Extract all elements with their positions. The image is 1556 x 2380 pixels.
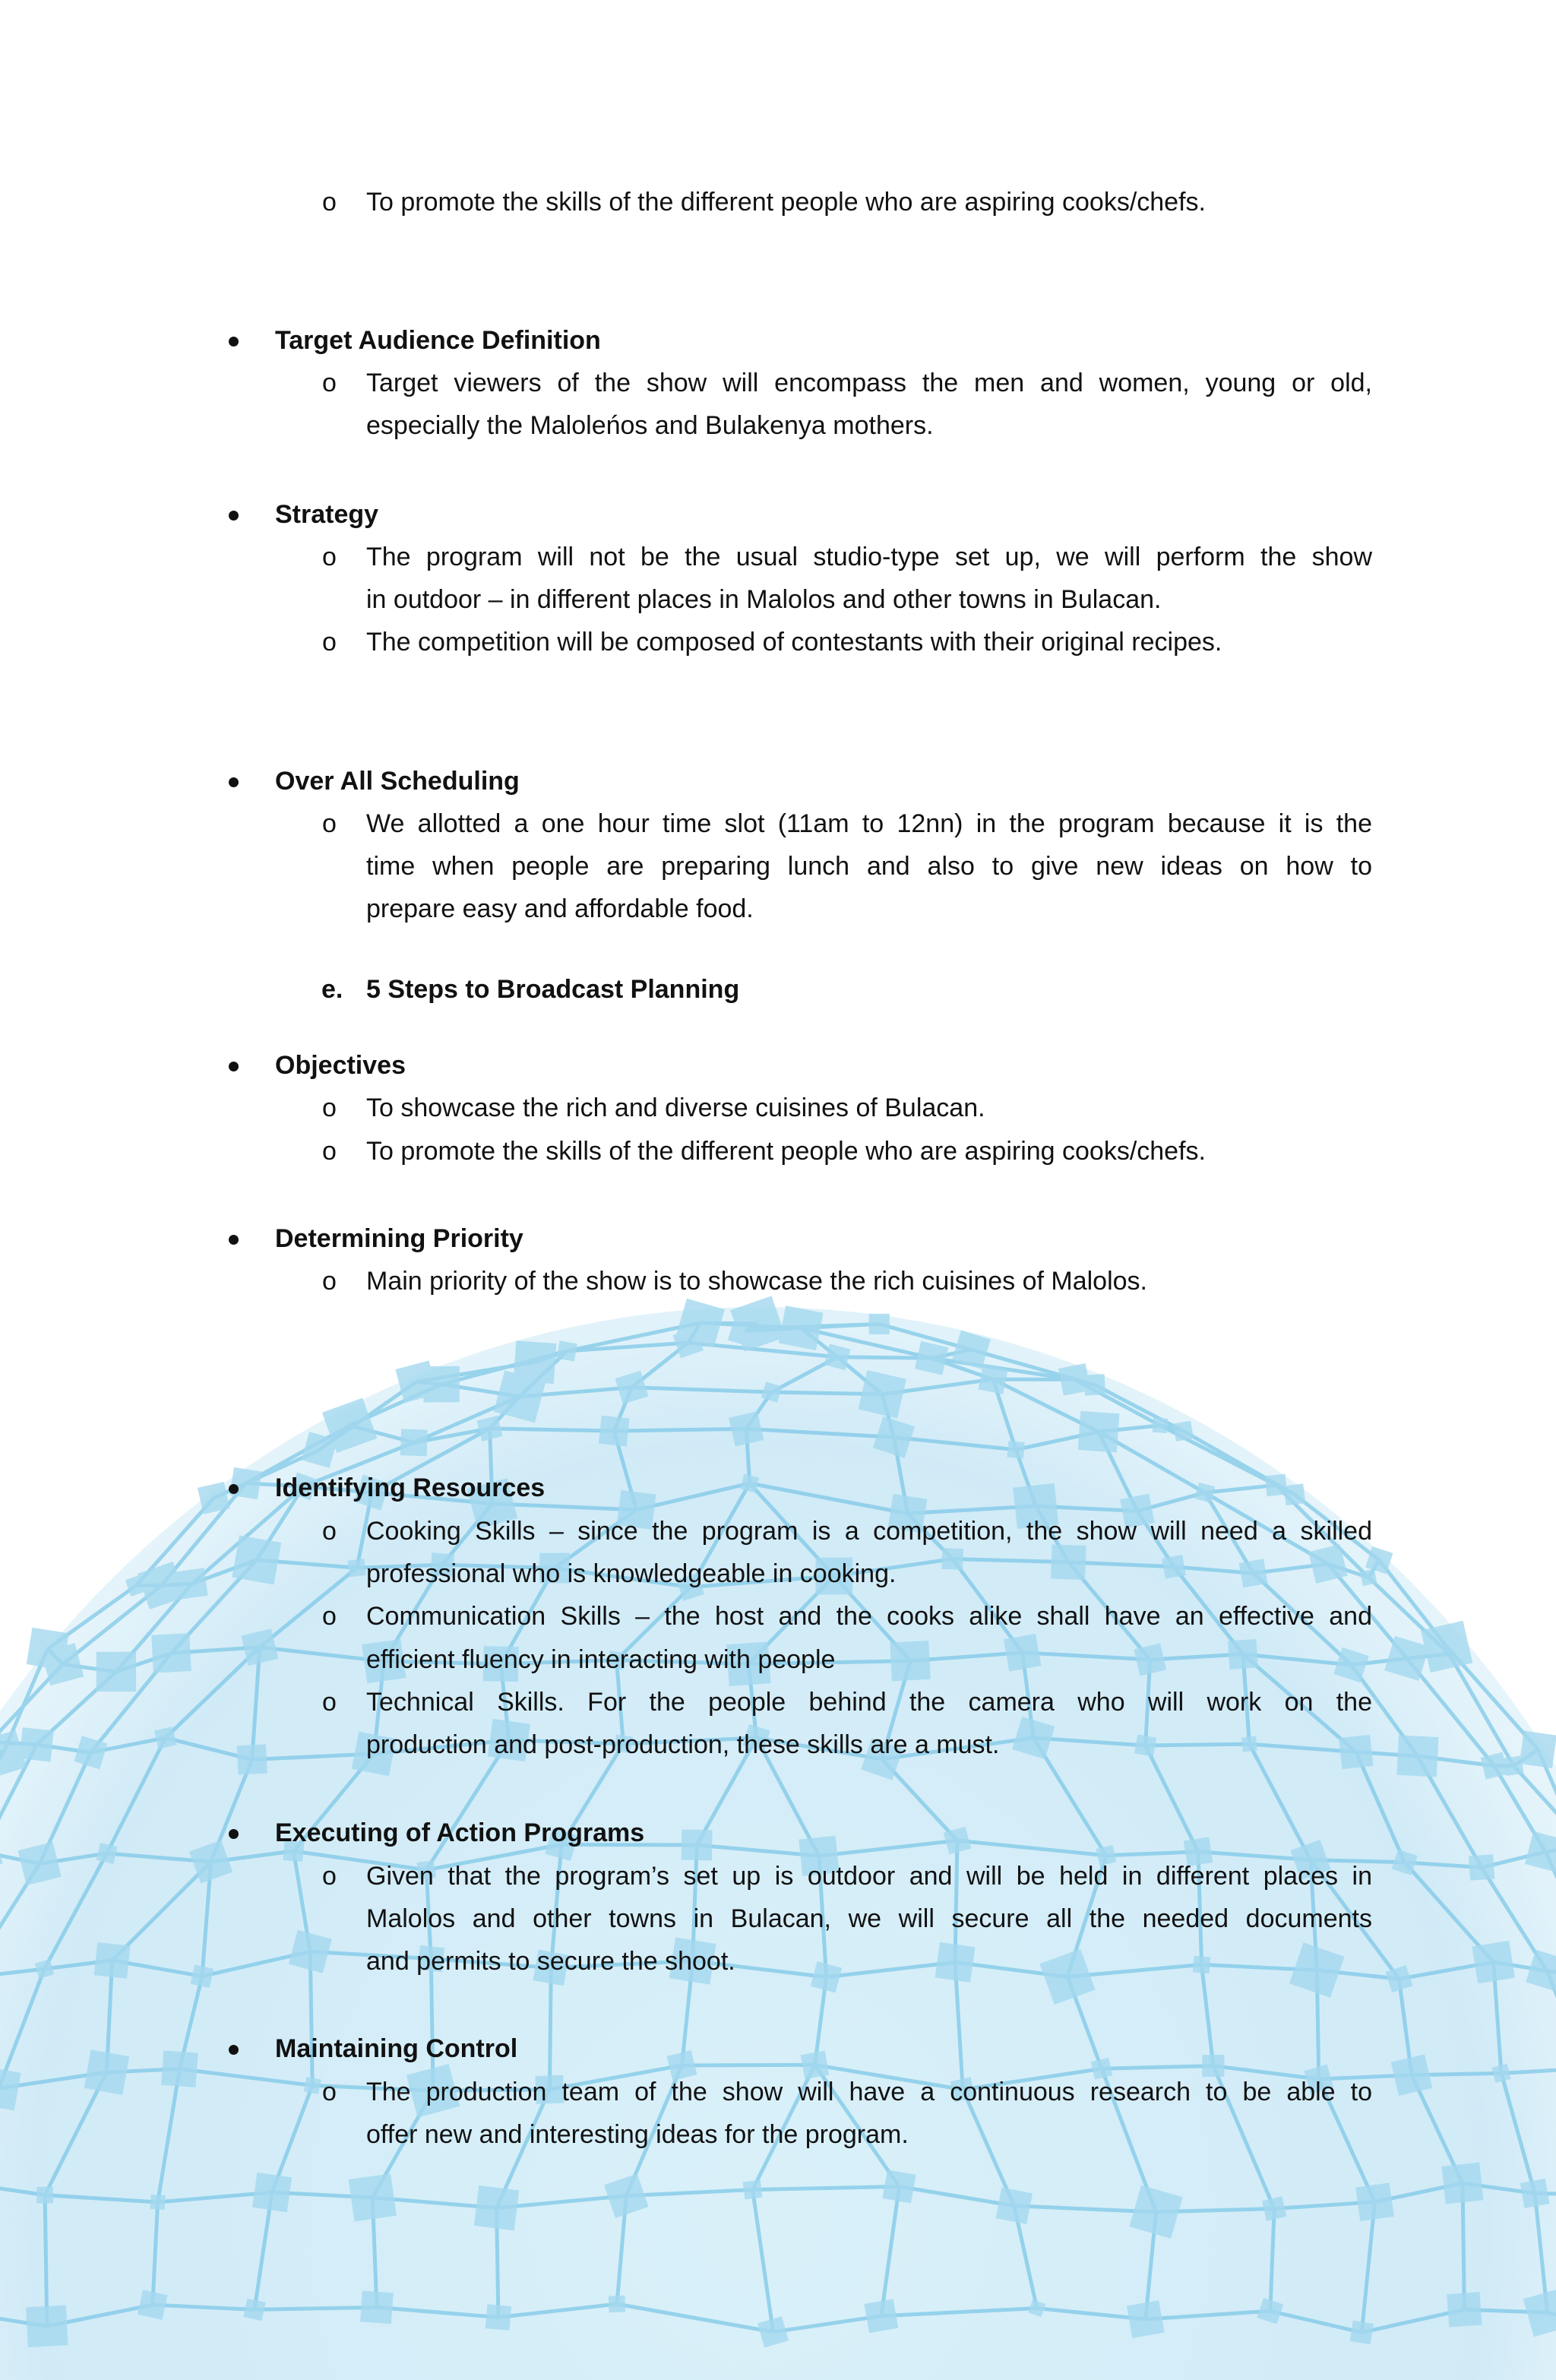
list-item-text: To promote the skills of the different people who are aspiring cooks/chefs.: [366, 188, 1206, 217]
sub-bullet-marker: o: [322, 188, 337, 217]
list-item-continuation: professional who is knowledgeable in cooking.: [366, 1559, 897, 1588]
section-heading: Objectives: [275, 1051, 406, 1080]
list-item-text: The production team of the show will have a continuous research to be able to: [366, 2078, 1372, 2106]
bullet-icon: [229, 777, 239, 787]
sub-bullet-marker: o: [322, 809, 337, 838]
section-marker: e.: [321, 975, 343, 1004]
section-heading: Target Audience Definition: [275, 326, 601, 355]
list-item-text: Main priority of the show is to showcase the rich cuisines of Malolos.: [366, 1267, 1148, 1296]
list-item-continuation: offer new and interesting ideas for the program.: [366, 2120, 909, 2149]
list-item-text: We allotted a one hour time slot (11am to 12nn) in the program because it is the: [366, 809, 1372, 838]
list-item-text: Given that the program’s set up is outdoor and will be held in different places in: [366, 1862, 1372, 1891]
sub-bullet-marker: o: [322, 1517, 337, 1546]
list-item-text: Target viewers of the show will encompass the men and women, young or old,: [366, 369, 1372, 397]
list-item-continuation: prepare easy and affordable food.: [366, 894, 754, 923]
sub-bullet-marker: o: [322, 1602, 337, 1631]
section-heading: Maintaining Control: [275, 2034, 518, 2063]
sub-bullet-marker: o: [322, 1093, 337, 1122]
section-heading: Executing of Action Programs: [275, 1818, 645, 1847]
list-item-continuation: time when people are preparing lunch and also to give new ideas on how to: [366, 852, 1372, 881]
list-item-text: The competition will be composed of contestants with their original recipes.: [366, 628, 1222, 657]
list-item-continuation: and permits to secure the shoot.: [366, 1947, 735, 1976]
section-title: 5 Steps to Broadcast Planning: [366, 975, 740, 1004]
sub-bullet-marker: o: [322, 369, 337, 397]
section-heading: Identifying Resources: [275, 1473, 546, 1502]
bullet-icon: [229, 1484, 239, 1494]
sub-bullet-marker: o: [322, 543, 337, 571]
list-item-text: To promote the skills of the different people who are aspiring cooks/chefs.: [366, 1137, 1206, 1166]
sub-bullet-marker: o: [322, 1688, 337, 1717]
bullet-icon: [229, 1235, 239, 1245]
bullet-icon: [229, 337, 239, 347]
list-item-continuation: in outdoor – in different places in Malolos and other towns in Bulacan.: [366, 585, 1162, 614]
bullet-icon: [229, 511, 239, 521]
bullet-icon: [229, 1829, 239, 1839]
list-item-text: Communication Skills – the host and the cooks alike shall have an effective and: [366, 1602, 1372, 1631]
sub-bullet-marker: o: [322, 1137, 337, 1166]
bullet-icon: [229, 2045, 239, 2055]
bullet-icon: [229, 1062, 239, 1071]
list-item-continuation: especially the Maloleńos and Bulakenya mothers.: [366, 411, 934, 440]
sub-bullet-marker: o: [322, 1267, 337, 1296]
list-item-continuation: Malolos and other towns in Bulacan, we will secure all the needed documents: [366, 1904, 1372, 1933]
section-heading: Over All Scheduling: [275, 767, 520, 796]
sub-bullet-marker: o: [322, 2078, 337, 2106]
list-item-continuation: efficient fluency in interacting with people: [366, 1645, 836, 1674]
list-item-text: The program will not be the usual studio-type set up, we will perform the show: [366, 543, 1372, 571]
sub-bullet-marker: o: [322, 1862, 337, 1891]
list-item-text: Technical Skills. For the people behind the camera who will work on the: [366, 1688, 1372, 1717]
list-item-text: To showcase the rich and diverse cuisines of Bulacan.: [366, 1093, 985, 1122]
section-heading: Determining Priority: [275, 1224, 523, 1253]
section-heading: Strategy: [275, 500, 379, 529]
list-item-text: Cooking Skills – since the program is a competition, the show will need a skilled: [366, 1517, 1372, 1546]
list-item-continuation: production and post-production, these skills are a must.: [366, 1730, 1000, 1759]
sub-bullet-marker: o: [322, 628, 337, 657]
